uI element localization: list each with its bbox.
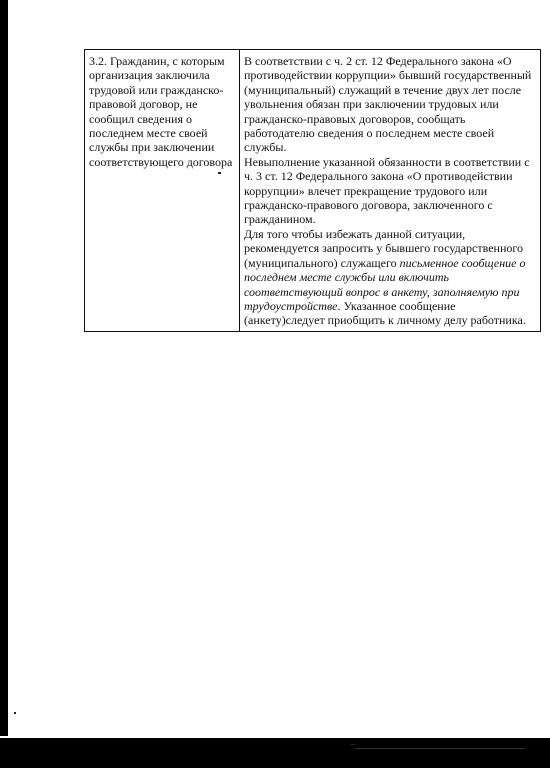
scan-bottom-edge <box>0 738 550 768</box>
paragraph-3-italic: письменное сообщение о последнем месте службы или включить соответствующий вопрос в анкету, заполняемую при трудоустройстве <box>244 255 526 313</box>
footer-rule <box>355 748 525 749</box>
scan-speck <box>350 744 355 745</box>
paragraph-3-end: . Указанное сообщение (анкету)следует приобщить к личному делу работника. <box>244 298 526 328</box>
explanation-paragraph-3 <box>244 227 536 328</box>
scan-speck <box>14 712 16 714</box>
table-cell-subject <box>85 50 240 332</box>
document-table <box>84 49 541 332</box>
table-row <box>85 50 541 332</box>
explanation-paragraph-1: В соответствии с ч. 2 ст. 12 Федерального закона «О противодействии коррупции» бывший государственный (муниципальный) служащий в течение двух лет после увольнения обязан при заключении трудовых или гражданско-правовых договоров, сообщать работодателю сведения о последнем месте своей службы. <box>244 54 532 155</box>
table-cell-explanation <box>240 50 541 332</box>
explanation-paragraph-2: Невыполнение указанной обязанности в соответствии с ч. 3 ст. 12 Федерального закона «О противодействии коррупции» влечет прекращение трудового или гражданско-правового договора, заключенного с гражданином. <box>244 154 530 227</box>
subject-text: 3.2. Гражданин, с которым организация заключила трудовой или гражданско-правовой договор, не сообщил сведения о последнем месте своей службы при заключении соответствующего договора <box>89 54 233 169</box>
paragraph-3-start: Для того чтобы избежать данной ситуации, рекомендуется запросить у бывшего государственного (муниципального) служащего <box>244 226 524 270</box>
scan-left-edge <box>0 0 8 736</box>
